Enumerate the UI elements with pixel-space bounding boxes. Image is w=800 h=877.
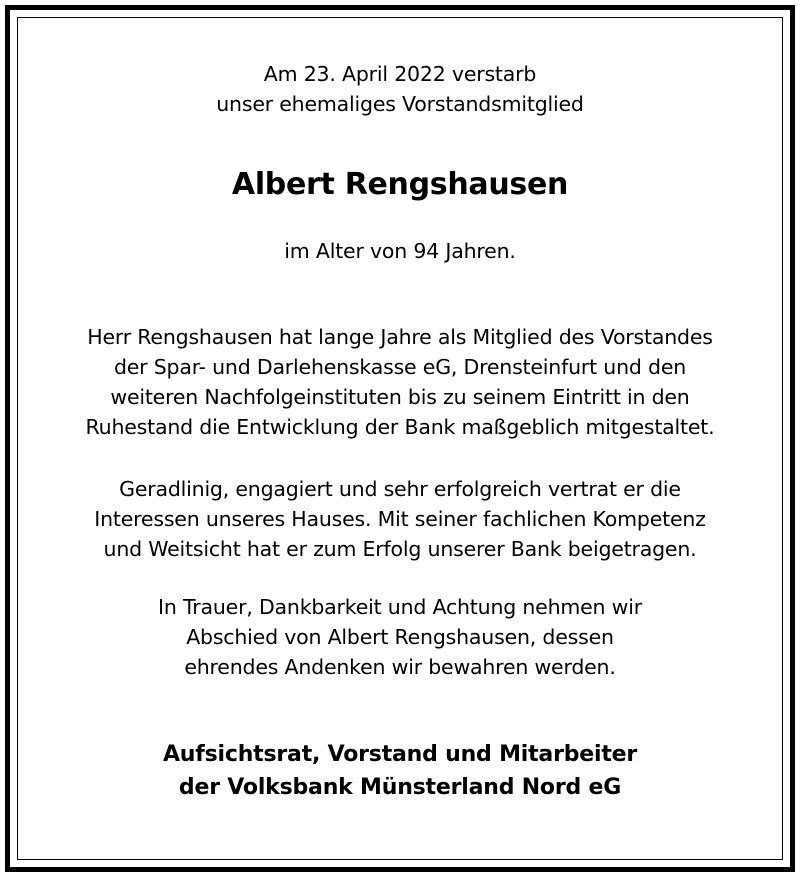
paragraph-2-line-1: Geradlinig, engagiert und sehr erfolgreich vertrat er die bbox=[119, 477, 681, 501]
paragraph-1-line-3: weiteren Nachfolgeinstituten bis zu seinem Eintritt in den bbox=[110, 385, 690, 409]
paragraph-2-line-2: Interessen unseres Hauses. Mit seiner fachlichen Kompetenz bbox=[94, 507, 706, 531]
paragraph-1-line-4: Ruhestand die Entwicklung der Bank maßgeblich mitgestaltet. bbox=[85, 415, 715, 439]
signature-line-2: der Volksbank Münsterland Nord eG bbox=[178, 775, 622, 800]
paragraph-3-line-2: Abschied von Albert Rengshausen, dessen bbox=[186, 625, 614, 649]
deceased-name: Albert Rengshausen bbox=[231, 167, 569, 202]
paragraph-2-line-3: und Weitsicht hat er zum Erfolg unserer Bank beigetragen. bbox=[103, 537, 697, 561]
intro-line-1: Am 23. April 2022 verstarb bbox=[263, 62, 537, 86]
paragraph-1-line-2: der Spar- und Darlehenskasse eG, Drensteinfurt und den bbox=[113, 355, 687, 379]
age-line: im Alter von 94 Jahren. bbox=[284, 239, 516, 263]
paragraph-1-line-1: Herr Rengshausen hat lange Jahre als Mitglied des Vorstandes bbox=[87, 325, 713, 349]
paragraph-3-line-1: In Trauer, Dankbarkeit und Achtung nehmen wir bbox=[158, 595, 642, 619]
intro-line-2: unser ehemaliges Vorstandsmitglied bbox=[216, 92, 584, 116]
signature-line-1: Aufsichtsrat, Vorstand und Mitarbeiter bbox=[162, 742, 638, 767]
paragraph-3-line-3: ehrendes Andenken wir bewahren werden. bbox=[184, 655, 616, 679]
